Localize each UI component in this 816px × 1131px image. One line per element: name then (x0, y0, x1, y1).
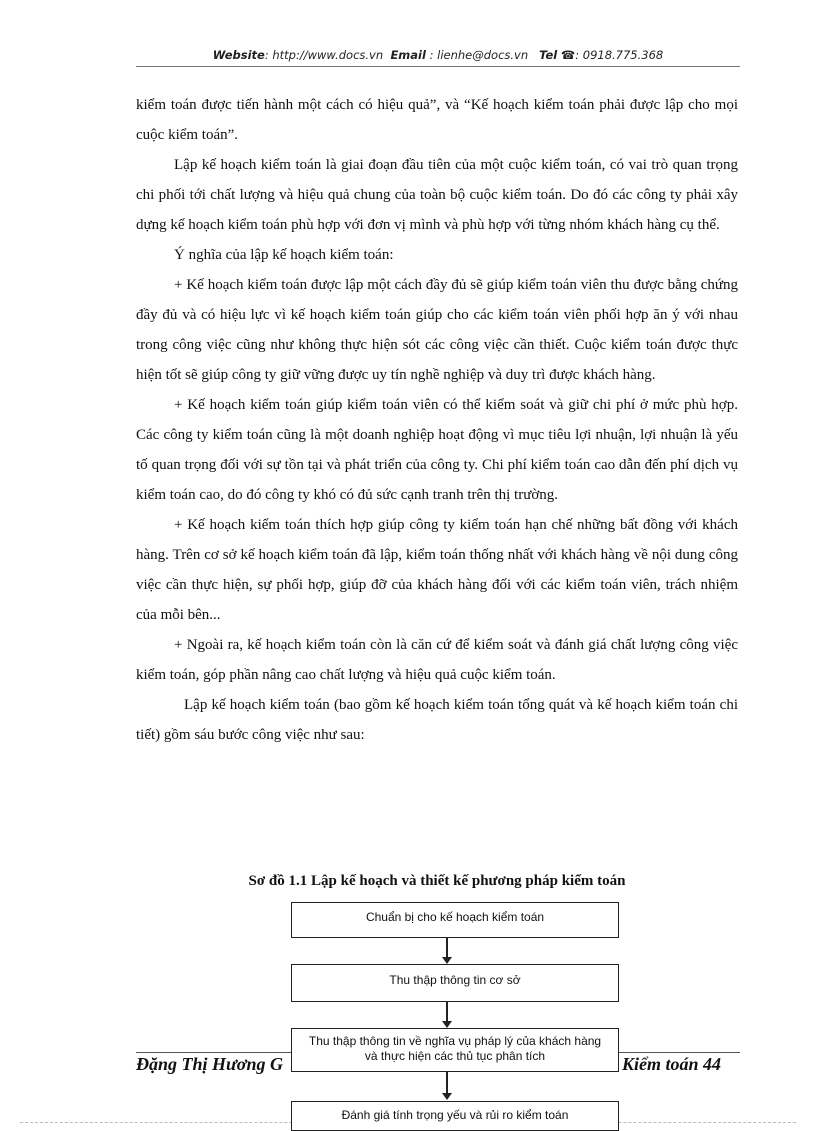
paragraph: Lập kế hoạch kiểm toán (bao gồm kế hoạch kiểm toán tổng quát và kế hoạch kiểm toán chi tiết) gồm sáu bước công việc như sau: (136, 697, 738, 743)
flow-step-2: Thu thập thông tin cơ sở (291, 964, 619, 1002)
paragraph: + Ngoài ra, kế hoạch kiểm toán còn là căn cứ để kiểm soát và đánh giá chất lượng công việc kiểm toán, góp phần nâng cao chất lượng và hiệu quả cuộc kiểm toán. (136, 637, 738, 683)
flow-step-1: Chuẩn bị cho kế hoạch kiểm toán (291, 902, 619, 938)
paragraph: kiểm toán được tiến hành một cách có hiệu quả”, và “Kế hoạch kiểm toán phải được lập cho mọi cuộc kiểm toán”. (136, 97, 738, 143)
paragraph: + Kế hoạch kiểm toán giúp kiểm toán viên có thể kiểm soát và giữ chi phí ở mức phù hợp. Các công ty kiểm toán cũng là một doanh nghiệp hoạt động vì mục tiêu lợi nhuận, lợi nhuận là yếu tố quan trọng đối với sự tồn tại và phát triển của công ty. Chi phí kiểm toán cao dẫn đến phí dịch vụ kiểm toán cao, do đó công ty khó có đủ sức cạnh tranh trên thị trường. (136, 397, 738, 503)
phone-icon: ☎ (560, 48, 576, 62)
footer-author: Đặng Thị Hương G (136, 1054, 283, 1074)
email-value: : lienhe@docs.vn (429, 48, 529, 62)
footer-class: Kiểm toán 44 (622, 1054, 722, 1074)
email-label: Email (390, 48, 426, 62)
paragraph: Ý nghĩa của lập kế hoạch kiểm toán: (174, 247, 394, 263)
document-body (136, 90, 738, 750)
paragraph: + Kế hoạch kiểm toán thích hợp giúp công ty kiểm toán hạn chế những bất đồng với khách hàng. Trên cơ sở kế hoạch kiểm toán đã lập, kiểm toán thống nhất với khách hàng về nội dung công việc cần thực hiện, sự phối hợp, giúp đỡ của khách hàng đối với các kiểm toán viên, trách nhiệm của mỗi bên... (136, 517, 738, 623)
flow-step-4: Đánh giá tính trọng yếu và rủi ro kiểm toán (291, 1101, 619, 1131)
diagram-caption: Sơ đồ 1.1 Lập kế hoạch và thiết kế phương pháp kiểm toán (248, 873, 626, 889)
flow-arrow (446, 1002, 448, 1022)
website-label: Website (212, 48, 265, 62)
tel-value: : 0918.775.368 (575, 48, 664, 62)
tel-label: Tel (539, 48, 558, 62)
flow-step-3: Thu thập thông tin về nghĩa vụ pháp lý của khách hàng và thực hiện các thủ tục phân tích (291, 1028, 619, 1072)
header-divider (136, 66, 740, 67)
flow-arrow (446, 938, 448, 958)
paragraph: Lập kế hoạch kiểm toán là giai đoạn đầu tiên của một cuộc kiểm toán, có vai trò quan trọng chi phối tới chất lượng và hiệu quả chung của toàn bộ cuộc kiểm toán. Do đó các công ty phải xây dựng kế hoạch kiểm toán phù hợp với đơn vị mình và phù hợp với từng nhóm khách hàng cụ thể. (136, 157, 738, 233)
flow-arrow (446, 1072, 448, 1094)
paragraph: + Kế hoạch kiểm toán được lập một cách đầy đủ sẽ giúp kiểm toán viên thu được bằng chứng đầy đủ và có hiệu lực vì kế hoạch kiểm toán giúp cho các kiểm toán viên phối hợp ăn ý với nhau trong công việc cũng như không thực hiện sót các công việc cần thiết. Cuộc kiểm toán được thực hiện tốt sẽ giúp công ty giữ vững được uy tín nghề nghiệp và duy trì được khách hàng. (136, 277, 738, 383)
page-header (136, 48, 740, 62)
website-value: : http://www.docs.vn (264, 48, 384, 62)
